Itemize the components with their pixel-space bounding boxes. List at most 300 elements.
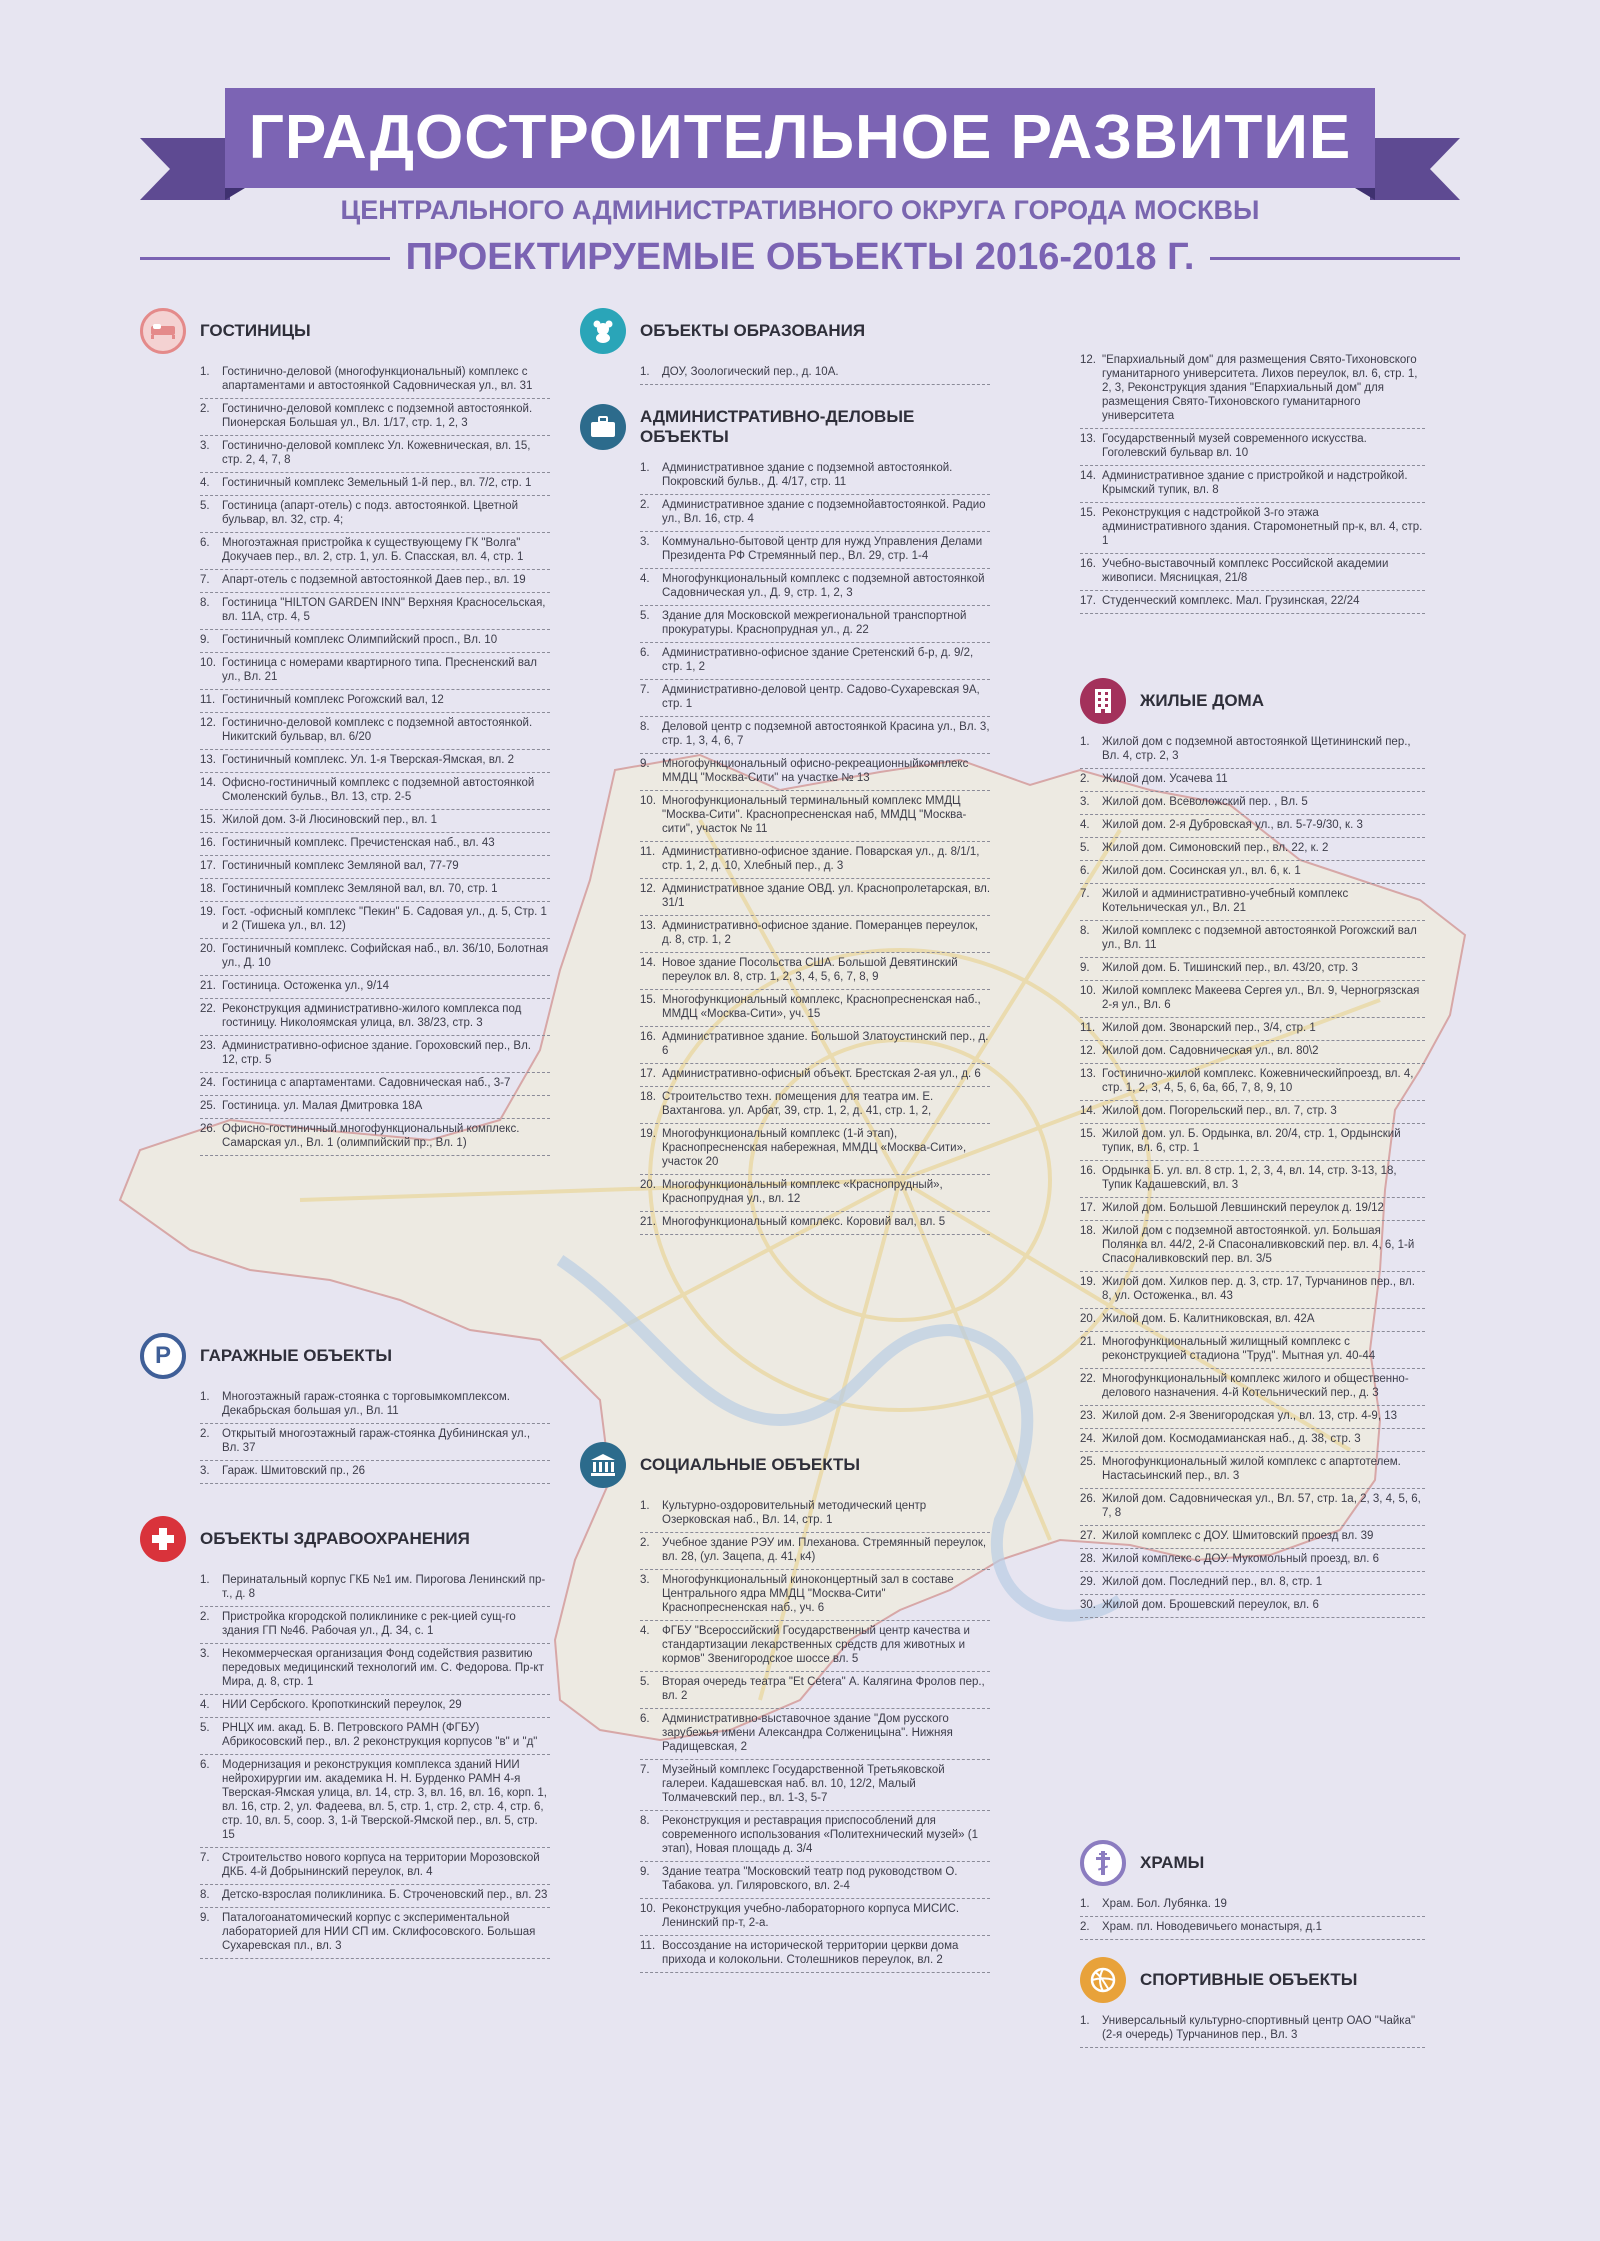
item-text: Жилой дом. Погорельский пер., вл. 7, стр. 3: [1102, 1105, 1337, 1117]
list-item: [200, 810, 550, 833]
item-text: Гостиничный комплекс Рогожский вал, 12: [222, 694, 444, 706]
item-text: Жилой дом. Последний пер., вл. 8, стр. 1: [1102, 1576, 1323, 1588]
section-temples: [1080, 1840, 1425, 1940]
item-text: Здание театра "Московский театр под руководством О. Табакова. ул. Гиляровского, вл. 2-4: [662, 1866, 958, 1892]
item-text: Открытый многоэтажный гараж-стоянка Дубининская ул., Вл. 37: [222, 1428, 531, 1454]
item-number: 4.: [640, 1625, 650, 1637]
item-number: 17.: [640, 1068, 656, 1080]
item-text: Жилой дом. Б. Калитниковская, вл. 42А: [1102, 1313, 1315, 1325]
item-number: 21.: [640, 1216, 656, 1228]
page-title: ГРАДОСТРОИТЕЛЬНОЕ РАЗВИТИЕ: [248, 103, 1352, 172]
item-text: Жилой дом. Симоновский пер., вл. 22, к. 2: [1102, 842, 1329, 854]
list-item: [1080, 1064, 1425, 1101]
item-number: 1.: [640, 462, 650, 474]
item-number: 17.: [1080, 595, 1096, 607]
item-text: Жилой дом. Усачева 11: [1102, 773, 1228, 785]
item-number: 13.: [1080, 1068, 1096, 1080]
item-number: 5.: [640, 610, 650, 622]
item-number: 4.: [640, 573, 650, 585]
item-text: Храм. Бол. Лубянка. 19: [1102, 1898, 1227, 1910]
item-number: 23.: [1080, 1410, 1096, 1422]
section-social-continued: [1080, 350, 1425, 614]
education-list: [640, 362, 990, 385]
projects-heading: [140, 238, 1460, 278]
list-item: [640, 1212, 990, 1235]
social-list: [640, 1496, 990, 1973]
list-item: [1080, 861, 1425, 884]
list-item: [200, 856, 550, 879]
list-item: [200, 1570, 550, 1607]
list-item: [640, 791, 990, 842]
item-text: Многофункциональный жилищный комплекс с реконструкцией стадиона "Труд". Мытная ул. 40-44: [1102, 1336, 1376, 1362]
item-text: Многофункциональный киноконцертный зал в составе Центрального ядра ММДЦ "Москва-Сити" Краснопресненская наб., уч. 6: [662, 1574, 954, 1614]
list-item: [1080, 792, 1425, 815]
list-item: [640, 717, 990, 754]
item-number: 20.: [1080, 1313, 1096, 1325]
orthodox-cross-icon: [1080, 1840, 1126, 1886]
item-number: 22.: [200, 1003, 216, 1015]
item-text: ДОУ, Зоологический пер., д. 10А.: [662, 366, 839, 378]
item-text: Многофункциональный комплекс жилого и общественно-делового назначения. 4-й Котельнический пер., д. 3: [1102, 1373, 1409, 1399]
item-text: Гостиница (апарт-отель) с подз. автостоянкой. Цветной бульвар, вл. 32, стр. 4;: [222, 500, 519, 526]
item-text: Вторая очередь театра "Et Cetera" А. Калягина Фролов пер., вл. 2: [662, 1676, 985, 1702]
section-hotels: [140, 308, 550, 1156]
item-number: 27.: [1080, 1530, 1096, 1542]
list-item: [200, 833, 550, 856]
list-item: [1080, 1101, 1425, 1124]
item-text: Гараж. Шмитовский пр., 26: [222, 1465, 366, 1477]
list-item: [640, 1533, 990, 1570]
item-number: 13.: [640, 920, 656, 932]
item-number: 12.: [1080, 354, 1096, 366]
item-text: Деловой центр с подземной автостоянкой Красина ул., Вл. 3, стр. 1, 3, 4, 6, 7: [662, 721, 990, 747]
item-number: 7.: [1080, 888, 1090, 900]
item-text: Культурно-оздоровительный методический центр Озерковская наб., Вл. 14, стр. 1: [662, 1500, 927, 1526]
item-text: Храм. пл. Новодевичьего монастыря, д.1: [1102, 1921, 1322, 1933]
item-text: Административное здание с подземной автостоянкой. Покровский бульв., Д. 4/17, стр. 11: [662, 462, 953, 488]
item-text: Студенческий комплекс. Мал. Грузинская, 22/24: [1102, 595, 1360, 607]
item-number: 7.: [200, 574, 210, 586]
item-number: 24.: [1080, 1433, 1096, 1445]
list-item: [200, 773, 550, 810]
list-item: [200, 1424, 550, 1461]
list-item: [640, 1811, 990, 1862]
list-item: [640, 754, 990, 791]
item-number: 20.: [200, 943, 216, 955]
item-text: Гостиничный комплекс Земляной вал, вл. 70, стр. 1: [222, 883, 498, 895]
item-text: ФГБУ "Всероссийский Государственный центр качества и стандартизации лекарственных средств для животных и кормов" Звенигородское шоссе вл. 5: [662, 1625, 970, 1665]
item-text: Жилой дом. 2-я Звенигородская ул., вл. 13, стр. 4-9, 13: [1102, 1410, 1398, 1422]
item-text: Строительство нового корпуса на территории Морозовской ДКБ. 4-й Добрынинский переулок, вл. 4: [222, 1852, 540, 1878]
item-text: Перинатальный корпус ГКБ №1 им. Пирогова Ленинский пр-т., д. 8: [222, 1574, 546, 1600]
item-text: Пристройка кгородской поликлинике с рек-цией сущ-го здания ГП №46. Рабочая ул., Д. 34, с. 1: [222, 1611, 516, 1637]
list-item: [1080, 1572, 1425, 1595]
list-item: [1080, 1161, 1425, 1198]
item-text: Реконструкция административно-жилого комплекса под гостиницу. Николоямская улица, вл. 38/23, стр. 3: [222, 1003, 522, 1029]
list-item: [200, 653, 550, 690]
list-item: [640, 606, 990, 643]
item-text: Гостинично-деловой комплекс с подземной автостоянкой. Никитский бульвар, вл. 6/20: [222, 717, 533, 743]
list-item: [200, 570, 550, 593]
list-item: [640, 953, 990, 990]
item-text: Новое здание Посольства США. Большой Девятинский переулок вл. 8, стр. 1, 2, 3, 4, 5, 6, 7, 8, 9: [662, 957, 958, 983]
list-item: [1080, 958, 1425, 981]
item-number: 3.: [640, 536, 650, 548]
list-item: [200, 713, 550, 750]
item-number: 15.: [200, 814, 216, 826]
item-text: Жилой дом. Садовническая ул., Вл. 57, стр. 1а, 2, 3, 4, 5, 6, 7, 8: [1102, 1493, 1421, 1519]
volleyball-icon: [1080, 1957, 1126, 2003]
item-number: 7.: [640, 1764, 650, 1776]
list-item: [200, 1461, 550, 1484]
list-item: [200, 1073, 550, 1096]
item-text: Жилой дом. Звонарский пер., 3/4, стр. 1: [1102, 1022, 1316, 1034]
sports-list: [1080, 2011, 1425, 2048]
item-number: 14.: [200, 777, 216, 789]
list-item: [1080, 1526, 1425, 1549]
item-text: Детско-взрослая поликлиника. Б. Строченовский пер., вл. 23: [222, 1889, 548, 1901]
list-item: [1080, 769, 1425, 792]
item-number: 3.: [200, 1465, 210, 1477]
item-number: 14.: [640, 957, 656, 969]
list-item: [200, 690, 550, 713]
list-item: [200, 1755, 550, 1848]
item-text: Офисно-гостиничный многофункциональный комплекс. Самарская ул., Вл. 1 (олимпийский пр., Вл. 1): [222, 1123, 520, 1149]
list-item: [1080, 1452, 1425, 1489]
list-item: [1080, 1595, 1425, 1618]
item-text: Гостинично-жилой комплекс. Кожевническийпроезд, вл. 4, стр. 1, 2, 3, 4, 5, 6, 6а, 6б, 7, 8, 9, 10: [1102, 1068, 1414, 1094]
item-text: Гостиничный комплекс. Пречистенская наб., вл. 43: [222, 837, 495, 849]
social-list-continued: [1080, 350, 1425, 614]
list-item: [1080, 1018, 1425, 1041]
list-item: [1080, 1429, 1425, 1452]
item-text: Гостиничный комплекс Земельный 1-й пер., вл. 7/2, стр. 1: [222, 477, 532, 489]
list-item: [200, 1119, 550, 1156]
item-number: 2.: [640, 499, 650, 511]
item-number: 1.: [640, 366, 650, 378]
list-item: [200, 939, 550, 976]
item-number: 8.: [640, 1815, 650, 1827]
item-number: 6.: [640, 647, 650, 659]
item-text: Многоэтажный гараж-стоянка с торговымкомплексом. Декабрьская большая ул., Вл. 11: [222, 1391, 510, 1417]
item-number: 8.: [200, 597, 210, 609]
list-item: [200, 533, 550, 570]
item-number: 18.: [200, 883, 216, 895]
item-text: Строительство техн. помещения для театра им. Е. Вахтангова. ул. Арбат, 39, стр. 1, 2, д. 41, стр. 1, 2,: [662, 1091, 934, 1117]
item-text: Жилой комплекс с подземной автостоянкой Рогожский вал ул., Вл. 11: [1102, 925, 1417, 951]
item-number: 14.: [1080, 1105, 1096, 1117]
item-text: Административное здание с пристройкой и надстройкой. Крымский тупик, вл. 8: [1102, 470, 1408, 496]
item-number: 10.: [1080, 985, 1096, 997]
item-text: Паталогоанатомический корпус с экспериментальной лабораторией для НИИ СП им. Склифосовского. Большая Сухаревская пл., вл. 3: [222, 1912, 536, 1952]
item-text: Жилой дом. Космодамианская наб., д. 38, стр. 3: [1102, 1433, 1361, 1445]
list-item: [1080, 1221, 1425, 1272]
item-number: 17.: [1080, 1202, 1096, 1214]
item-text: Административное здание с подземнойавтостоянкой. Радио ул., Вл. 16, стр. 4: [662, 499, 986, 525]
item-text: Жилой дом. Сосинская ул., вл. 6, к. 1: [1102, 865, 1301, 877]
item-text: Жилой комплекс Макеева Сергея ул., Вл. 9, Черногрязская 2-я ул., Вл. 6: [1102, 985, 1420, 1011]
item-text: Гостинично-деловой комплекс Ул. Кожевническая, вл. 15, стр. 2, 4, 7, 8: [222, 440, 531, 466]
item-text: Здание для Московской межрегиональной транспортной прокуратуры. Краснопрудная ул., д. 22: [662, 610, 967, 636]
item-number: 5.: [1080, 842, 1090, 854]
list-item: [640, 1709, 990, 1760]
item-text: Жилой дом. ул. Б. Ордынка, вл. 20/4, стр. 1, Ордынский тупик, вл. 6, стр. 1: [1102, 1128, 1401, 1154]
parking-icon: P: [140, 1333, 186, 1379]
item-number: 5.: [200, 1722, 210, 1734]
item-number: 10.: [200, 657, 216, 669]
item-number: 19.: [200, 906, 216, 918]
item-text: Воссоздание на исторической территории церкви дома прихода и колокольни. Столешников переулок, вл. 2: [662, 1940, 959, 1966]
list-item: [200, 1096, 550, 1119]
item-text: Многофункциональный комплекс с подземной автостоянкой Садовническая ул., Д. 9, стр. 1, 2, 3: [662, 573, 985, 599]
list-item: [200, 1036, 550, 1073]
item-text: Коммунально-бытовой центр для нужд Управления Делами Президента РФ Стремянный пер., Вл. 29, стр. 1-4: [662, 536, 983, 562]
item-text: Административно-офисное здание. Гороховский пер., Вл. 12, стр. 5: [222, 1040, 531, 1066]
item-number: 1.: [200, 366, 210, 378]
garages-list: [200, 1387, 550, 1484]
item-number: 9.: [640, 1866, 650, 1878]
item-number: 16.: [640, 1031, 656, 1043]
section-title: ЖИЛЫЕ ДОМА: [1140, 691, 1264, 710]
list-item: [1080, 1549, 1425, 1572]
list-item: [1080, 1124, 1425, 1161]
item-number: 1.: [640, 1500, 650, 1512]
item-number: 4.: [1080, 819, 1090, 831]
list-item: [640, 842, 990, 879]
list-item: [1080, 1406, 1425, 1429]
item-number: 13.: [200, 754, 216, 766]
list-item: [640, 458, 990, 495]
item-number: 1.: [1080, 2015, 1090, 2027]
item-number: 6.: [640, 1713, 650, 1725]
item-text: Гостиничный комплекс Олимпийский просп., Вл. 10: [222, 634, 498, 646]
list-item: [640, 916, 990, 953]
item-text: Многофункциональный комплекс, Краснопресненская наб., ММДЦ «Москва-Сити», уч. 15: [662, 994, 981, 1020]
item-text: Офисно-гостиничный комплекс с подземной автостоянкой Смоленский бульв., Вл. 13, стр. 2-5: [222, 777, 535, 803]
item-text: Гостиница с апартаментами. Садовническая наб., 3-7: [222, 1077, 511, 1089]
item-text: НИИ Сербского. Кропоткинский переулок, 29: [222, 1699, 462, 1711]
item-number: 9.: [1080, 962, 1090, 974]
list-item: [1080, 884, 1425, 921]
item-number: 6.: [1080, 865, 1090, 877]
list-item: [1080, 350, 1425, 429]
section-admin: [580, 404, 990, 1235]
item-text: Жилой дом. 2-я Дубровская ул., вл. 5-7-9/30, к. 3: [1102, 819, 1363, 831]
item-text: Реконструкция и реставрация приспособлений для современного использования «Политехнический музей» (1 этап), Новая площадь д. 3/4: [662, 1815, 978, 1855]
item-number: 13.: [1080, 433, 1096, 445]
list-item: [200, 1695, 550, 1718]
item-number: 6.: [200, 1759, 210, 1771]
item-text: Многофункциональный жилой комплекс с апартотелем. Настасьинский пер., вл. 3: [1102, 1456, 1401, 1482]
item-text: Административно-офисное здание Сретенский б-р, д. 9/2, стр. 1, 2: [662, 647, 974, 673]
list-item: [200, 496, 550, 533]
item-text: Многоэтажная пристройка к существующему ГК "Волга" Докучаев пер., вл. 2, стр. 1, ул. Б. Спасская, вл. 4, стр. 1: [222, 537, 524, 563]
item-number: 3.: [1080, 796, 1090, 808]
item-number: 2.: [200, 1611, 210, 1623]
list-item: [200, 1607, 550, 1644]
list-item: [200, 1718, 550, 1755]
list-item: [640, 1760, 990, 1811]
item-text: Гостиница. Остоженка ул., 9/14: [222, 980, 390, 992]
health-list: [200, 1570, 550, 1959]
item-number: 5.: [200, 500, 210, 512]
item-number: 11.: [640, 846, 656, 858]
list-item: [1080, 2011, 1425, 2048]
list-item: [1080, 1332, 1425, 1369]
item-number: 8.: [1080, 925, 1090, 937]
list-item: [640, 643, 990, 680]
list-item: [200, 399, 550, 436]
item-number: 9.: [200, 1912, 210, 1924]
item-number: 17.: [200, 860, 216, 872]
item-number: 5.: [640, 1676, 650, 1688]
medical-cross-icon: [140, 1516, 186, 1562]
item-text: Реконструкция учебно-лабораторного корпуса МИСИС. Ленинский пр-т, 2-а.: [662, 1903, 960, 1929]
item-text: Жилой и административно-учебный комплекс Котельническая ул., Вл. 21: [1102, 888, 1349, 914]
section-title: ОБЪЕКТЫ ЗДРАВООХРАНЕНИЯ: [200, 1529, 470, 1548]
item-number: 30.: [1080, 1599, 1096, 1611]
item-number: 2.: [640, 1537, 650, 1549]
list-item: [1080, 591, 1425, 614]
list-item: [200, 879, 550, 902]
item-text: Апарт-отель с подземной автостоянкой Даев пер., вл. 19: [222, 574, 526, 586]
list-item: [640, 362, 990, 385]
item-text: Гостиничный комплекс. Ул. 1-я Тверская-Ямская, вл. 2: [222, 754, 515, 766]
item-text: Гостиничный комплекс. Софийская наб., вл. 36/10, Болотная ул., Д. 10: [222, 943, 549, 969]
item-text: Административно-деловой центр. Садово-Сухаревская 9А, стр. 1: [662, 684, 980, 710]
item-number: 21.: [200, 980, 216, 992]
list-item: [200, 1885, 550, 1908]
item-text: Многофункциональный комплекс. Коровий вал, вл. 5: [662, 1216, 946, 1228]
list-item: [1080, 815, 1425, 838]
item-text: Гост. -офисный комплекс "Пекин" Б. Садовая ул., д. 5, Стр. 1 и 2 (Тишека ул., вл. 12): [222, 906, 547, 932]
page-subtitle: ЦЕНТРАЛЬНОГО АДМИНИСТРАТИВНОГО ОКРУГА ГОРОДА МОСКВЫ: [340, 195, 1260, 225]
section-garages: [140, 1333, 550, 1484]
item-number: 8.: [640, 721, 650, 733]
item-number: 1.: [200, 1391, 210, 1403]
item-text: Гостиничный комплекс Земляной вал, 77-79: [222, 860, 459, 872]
list-item: [640, 1496, 990, 1533]
list-item: [1080, 503, 1425, 554]
item-text: РНЦХ им. акад. Б. В. Петровского РАМН (ФГБУ) Абрикосовский пер., вл. 2 реконструкция корпусов "в" и "д": [222, 1722, 538, 1748]
item-text: Многофункциональный комплекс (1-й этап), Краснопресненская набережная, ММДЦ «Москва-Сити», участок 20: [662, 1128, 967, 1168]
section-title: АДМИНИСТРАТИВНО-ДЕЛОВЫЕ ОБЪЕКТЫ: [640, 407, 915, 446]
item-number: 11.: [1080, 1022, 1096, 1034]
section-housing: [1080, 678, 1425, 1618]
item-number: 2.: [200, 403, 210, 415]
list-item: [640, 1899, 990, 1936]
item-text: Многофункциональный комплекс «Краснопрудный», Краснопрудная ул., вл. 12: [662, 1179, 943, 1205]
section-title: ГОСТИНИЦЫ: [200, 321, 311, 340]
item-text: Гостинично-деловой комплекс с подземной автостоянкой. Пионерская Большая ул., Вл. 1/17, стр. 1, 2, 3: [222, 403, 533, 429]
section-title: ОБЪЕКТЫ ОБРАЗОВАНИЯ: [640, 321, 866, 340]
item-number: 18.: [640, 1091, 656, 1103]
item-number: 16.: [1080, 558, 1096, 570]
list-item: [640, 495, 990, 532]
item-number: 23.: [200, 1040, 216, 1052]
section-title: СПОРТИВНЫЕ ОБЪЕКТЫ: [1140, 1970, 1358, 1989]
item-text: Жилой комплекс с ДОУ. Шмитовский проезд вл. 39: [1102, 1530, 1374, 1542]
list-item: [200, 473, 550, 496]
item-number: 1.: [1080, 1898, 1090, 1910]
list-item: [1080, 429, 1425, 466]
list-item: [1080, 981, 1425, 1018]
item-number: 21.: [1080, 1336, 1096, 1348]
section-social: [580, 1442, 990, 1973]
list-item: [200, 976, 550, 999]
list-item: [1080, 1198, 1425, 1221]
item-number: 1.: [1080, 736, 1090, 748]
item-text: Жилой дом. Всеволожский пер. , Вл. 5: [1102, 796, 1308, 808]
item-number: 16.: [1080, 1165, 1096, 1177]
list-item: [640, 1087, 990, 1124]
list-item: [1080, 1309, 1425, 1332]
list-item: [200, 902, 550, 939]
section-title: ГАРАЖНЫЕ ОБЪЕКТЫ: [200, 1346, 393, 1365]
section-title: ХРАМЫ: [1140, 1853, 1205, 1872]
list-item: [200, 362, 550, 399]
list-item: [1080, 1369, 1425, 1406]
item-number: 25.: [1080, 1456, 1096, 1468]
item-number: 22.: [1080, 1373, 1096, 1385]
item-text: Административное здание ОВД. ул. Краснопролетарская, вл. 31/1: [662, 883, 991, 909]
item-number: 16.: [200, 837, 216, 849]
item-number: 12.: [200, 717, 216, 729]
item-text: Жилой дом. Б. Тишинский пер., вл. 43/20, стр. 3: [1102, 962, 1358, 974]
item-text: Многофункциональный терминальный комплекс ММДЦ "Москва-Сити". Краснопресненская наб, ММДЦ "Москва-сити", участок № 11: [662, 795, 967, 835]
item-text: Модернизация и реконструкция комплекса зданий НИИ нейрохирургии им. академика Н. Н. Бурденко РАМН 4-я Тверская-Ямская улица, вл. 14, стр. 3, вл. 16, вл. 16, корп. 1, вл. 16, стр. 2, ул. Фадеева, вл. 5, стр. 1, стр. 2, стр. 4, стр. 6, стр. 10, вл. 5, соор. 3, 1-й Тверской-Ямской пер., вл. 5, стр. 15: [222, 1759, 547, 1841]
list-item: [200, 630, 550, 653]
header-ribbon: [140, 88, 1460, 208]
list-item: [200, 1848, 550, 1885]
item-number: 4.: [200, 477, 210, 489]
item-text: Ордынка Б. ул. вл. 8 стр. 1, 2, 3, 4, вл. 14, стр. 3-13, 18, Тупик Кадашевский, вл. 3: [1102, 1165, 1397, 1191]
item-text: Административно-офисное здание. Померанцев переулок, д. 8, стр. 1, 2: [662, 920, 978, 946]
list-item: [200, 999, 550, 1036]
list-item: [640, 990, 990, 1027]
item-number: 28.: [1080, 1553, 1096, 1565]
item-text: Административно-выставочное здание "Дом русского зарубежья имени Александра Солженицына". Нижняя Радищевская, 2: [662, 1713, 953, 1753]
item-number: 4.: [200, 1699, 210, 1711]
item-number: 26.: [1080, 1493, 1096, 1505]
list-item: [200, 1644, 550, 1695]
item-text: Жилой дом. Брошевский переулок, вл. 6: [1102, 1599, 1319, 1611]
item-text: Жилой дом. Садовническая ул., вл. 80\2: [1102, 1045, 1319, 1057]
list-item: [1080, 1489, 1425, 1526]
list-item: [640, 1936, 990, 1973]
housing-list: [1080, 732, 1425, 1618]
list-item: [640, 1175, 990, 1212]
list-item: [640, 680, 990, 717]
section-education: [580, 308, 990, 385]
list-item: [1080, 921, 1425, 958]
item-number: 29.: [1080, 1576, 1096, 1588]
item-text: Музейный комплекс Государственной Третьяковской галереи. Кадашевская наб. вл. 10, 12/2, Малый Толмачевский пер., вл. 1-3, 5-7: [662, 1764, 945, 1804]
item-number: 15.: [1080, 507, 1096, 519]
item-number: 9.: [640, 758, 650, 770]
section-title: СОЦИАЛЬНЫЕ ОБЪЕКТЫ: [640, 1455, 861, 1474]
list-item: [200, 1387, 550, 1424]
item-number: 10.: [640, 1903, 656, 1915]
item-number: 1.: [200, 1574, 210, 1586]
item-number: 3.: [200, 440, 210, 452]
temples-list: [1080, 1894, 1425, 1940]
item-text: Некоммерческая организация Фонд содействия развитию передовых медицинский технологий им. С. Федорова. Пр-кт Мира, д. 8, стр. 1: [222, 1648, 544, 1688]
admin-list: [640, 458, 990, 1235]
item-text: Административно-офисное здание. Поварская ул., д. 8/1/1, стр. 1, 2, д. 10, Хлебный пер., д. 3: [662, 846, 980, 872]
item-text: Гостинично-деловой (многофункциональный) комплекс с апартаментами и автостоянкой Садовническая ул., вл. 31: [222, 366, 533, 392]
museum-building-icon: [580, 1442, 626, 1488]
